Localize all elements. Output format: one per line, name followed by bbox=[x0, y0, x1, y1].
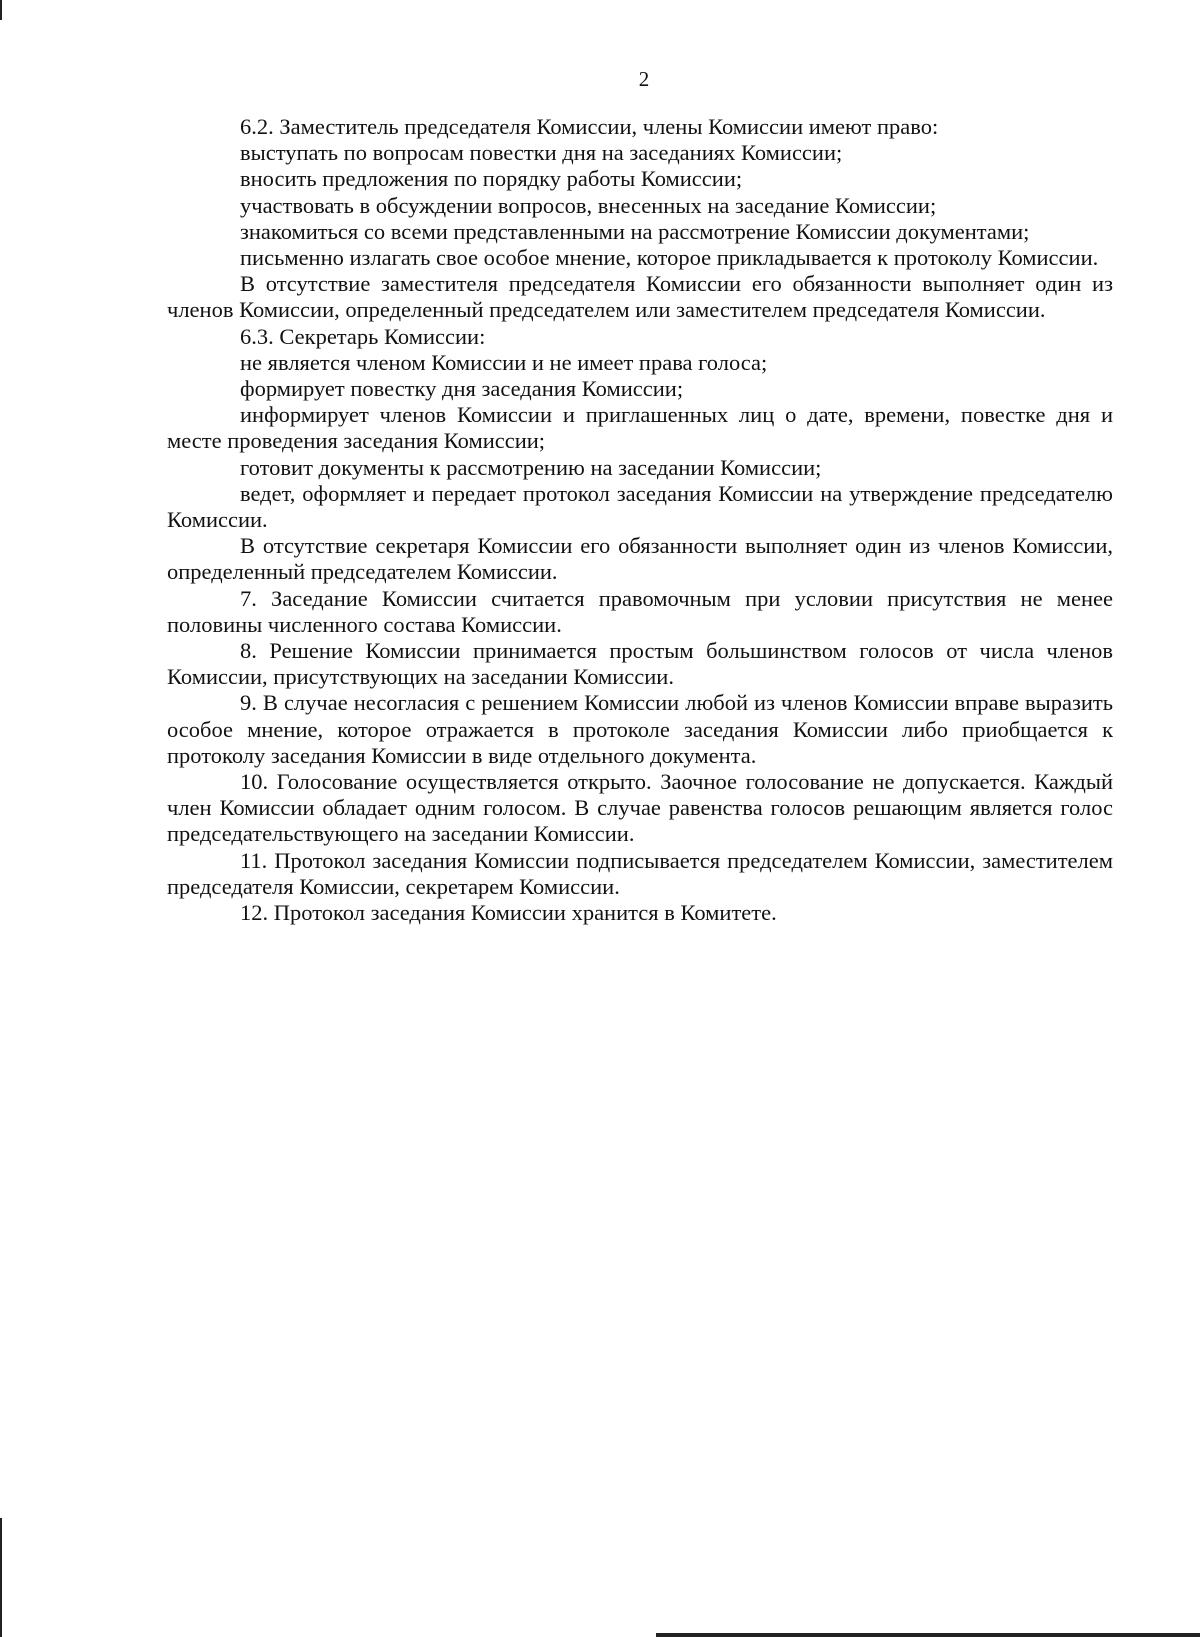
list-item-prepare-documents: готовит документы к рассмотрению на заседании Комиссии; bbox=[240, 454, 822, 480]
paragraph-6-2-heading: 6.2. Заместитель председателя Комиссии, члены Комиссии имеют право: bbox=[240, 114, 939, 139]
paragraph-8-decision: 8. Решение Комиссии принимается простым большинством голосов от числа членов Комиссии, присутствующих на заседании Комиссии. bbox=[167, 638, 1113, 690]
list-item-inform: информирует членов Комиссии и приглашенных лиц о дате, времени, повестке дня и месте проведения заседания Комиссии; bbox=[167, 402, 1113, 454]
paragraph-7-quorum: 7. Заседание Комиссии считается правомочным при условии присутствия не менее половины численного состава Комиссии. bbox=[167, 585, 1113, 637]
document-body bbox=[167, 114, 1113, 926]
paragraph-secretary-absence: В отсутствие секретаря Комиссии его обязанности выполняет один из членов Комиссии, определенный председателем Комиссии. bbox=[167, 533, 1113, 585]
paragraph-12-storage: 12. Протокол заседания Комиссии хранится в Комитете. bbox=[240, 900, 777, 926]
list-item-review-documents: знакомиться со всеми представленными на рассмотрение Комиссии документами; bbox=[240, 218, 1030, 244]
paragraph-11-signing: 11. Протокол заседания Комиссии подписывается председателем Комиссии, заместителем председателя Комиссии, секретарем Комиссии. bbox=[167, 847, 1113, 899]
scan-edge-mark-bottom-left bbox=[0, 1518, 2, 1637]
list-item-discuss: участвовать в обсуждении вопросов, внесенных на заседание Комиссии; bbox=[240, 192, 937, 218]
list-item-propose: вносить предложения по порядку работы Комиссии; bbox=[240, 166, 743, 192]
list-item-speak: выступать по вопросам повестки дня на заседаниях Комиссии; bbox=[240, 140, 843, 166]
page-number: 2 bbox=[638, 67, 650, 91]
paragraph-6-3-heading: 6.3. Секретарь Комиссии: bbox=[240, 323, 486, 349]
list-item-not-member: не является членом Комиссии и не имеет права голоса; bbox=[240, 349, 768, 375]
paragraph-deputy-absence: В отсутствие заместителя председателя Комиссии его обязанности выполняет один из членов Комиссии, определенный председателем или заместителем председателя Комиссии. bbox=[167, 271, 1113, 323]
paragraph-9-dissent: 9. В случае несогласия с решением Комиссии любой из членов Комиссии вправе выразить особое мнение, которое отражается в протоколе заседания Комиссии либо приобщается к протоколу заседания Комиссии в виде отдельного документа. bbox=[167, 690, 1113, 768]
list-item-dissent: письменно излагать свое особое мнение, которое прикладывается к протоколу Комиссии. bbox=[240, 245, 1099, 271]
list-item-protocol: ведет, оформляет и передает протокол заседания Комиссии на утверждение председателю Комиссии. bbox=[167, 480, 1113, 533]
scan-edge-mark-top bbox=[0, 0, 2, 20]
scan-edge-mark-bottom bbox=[656, 1633, 1200, 1637]
paragraph-10-voting: 10. Голосование осуществляется открыто. Заочное голосование не допускается. Каждый член Комиссии обладает одним голосом. В случае равенства голосов решающим является голос председательствующего на заседании Комиссии. bbox=[167, 769, 1113, 847]
list-item-agenda: формирует повестку дня заседания Комиссии; bbox=[240, 376, 684, 402]
